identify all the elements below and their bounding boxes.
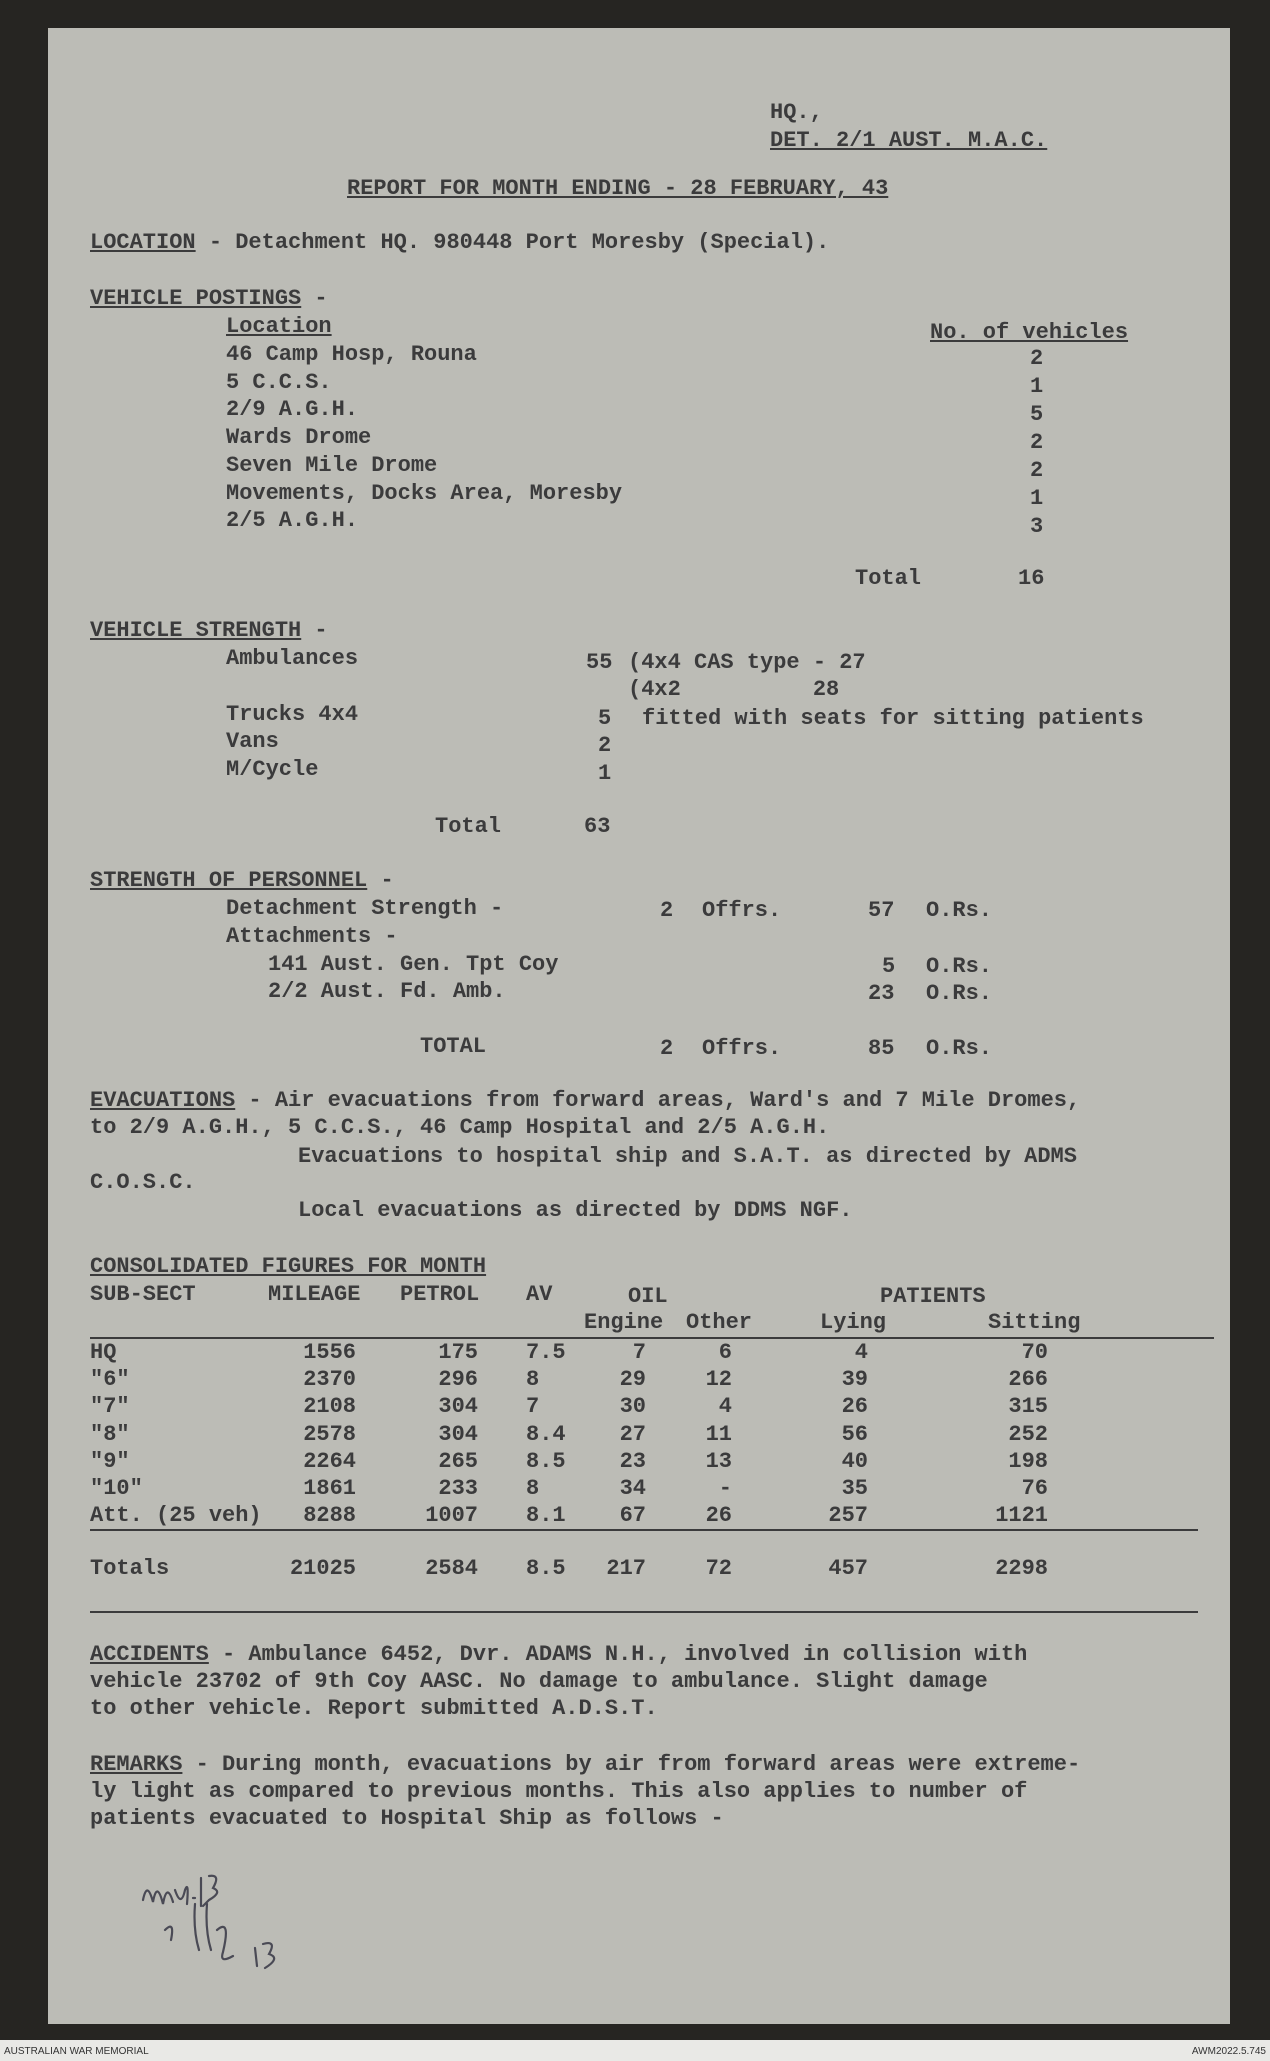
evacuations-label: EVACUATIONS [90, 1088, 236, 1113]
posting-location: 46 Camp Hosp, Rouna [226, 342, 477, 367]
cell-petrol: 304 [438, 1394, 478, 1419]
col-engine: Engine [584, 1310, 664, 1335]
evacuations-line-4: C.O.S.C. [90, 1170, 196, 1195]
cell-sitting: 266 [1008, 1367, 1048, 1392]
cell-sitting: 70 [1021, 1340, 1048, 1365]
trucks-label: Trucks 4x4 [226, 702, 359, 727]
cell-mileage: 1861 [303, 1476, 356, 1501]
attachment-1-ors: 5 [882, 954, 896, 979]
personnel-heading-text: STRENGTH OF PERSONNEL [90, 868, 368, 893]
cell-av: 8 [526, 1476, 540, 1501]
evacuations-line-3: Evacuations to hospital ship and S.A.T. as directed by ADMS [298, 1144, 1077, 1169]
cell-engine: 67 [619, 1503, 646, 1528]
cell-other: 26 [705, 1503, 732, 1528]
cell-lying: 40 [841, 1449, 868, 1474]
totals-other: 72 [705, 1556, 732, 1581]
posting-count: 1 [1030, 486, 1044, 511]
totals-lying: 457 [828, 1556, 868, 1581]
postings-heading-text: VEHICLE POSTINGS [90, 286, 302, 311]
strength-total-value: 63 [584, 814, 611, 839]
personnel-total-offrs: 2 [660, 1036, 674, 1061]
posting-location: Movements, Docks Area, Moresby [226, 481, 623, 506]
cell-mileage: 2264 [303, 1449, 356, 1474]
evacuations-line-2: to 2/9 A.G.H., 5 C.C.S., 46 Camp Hospital and 2/5 A.G.H. [90, 1115, 830, 1140]
personnel-total-ors: 85 [868, 1036, 895, 1061]
ambulances-label: Ambulances [226, 646, 359, 671]
cell-petrol: 304 [438, 1422, 478, 1447]
cell-mileage: 8288 [303, 1503, 356, 1528]
cell-av: 8.4 [526, 1422, 566, 1447]
posting-location: Wards Drome [226, 425, 372, 450]
cell-subsect: Att. (25 veh) [90, 1503, 262, 1528]
col-sitting: Sitting [988, 1310, 1081, 1335]
det-ors: 57 [868, 898, 895, 923]
handwritten-initials [135, 1860, 305, 1980]
attachment-2-ors-word: O.Rs. [926, 981, 993, 1006]
cell-sitting: 252 [1008, 1422, 1048, 1447]
accidents-line-2: vehicle 23702 of 9th Coy AASC. No damage to ambulance. Slight damage [90, 1669, 988, 1694]
cell-subsect: HQ [90, 1340, 117, 1365]
col-lying: Lying [820, 1310, 887, 1335]
cell-mileage: 1556 [303, 1340, 356, 1365]
posting-count: 3 [1030, 514, 1044, 539]
cell-lying: 35 [841, 1476, 868, 1501]
col-av: AV [526, 1282, 553, 1307]
remarks-label: REMARKS [90, 1752, 183, 1777]
cell-av: 8.1 [526, 1503, 566, 1528]
attachments-label: Attachments - [226, 924, 398, 949]
cell-engine: 27 [619, 1422, 646, 1447]
det-offrs: 2 [660, 898, 674, 923]
col-subsect: SUB-SECT [90, 1282, 196, 1307]
totals-av: 8.5 [526, 1556, 566, 1581]
location-line [90, 232, 829, 254]
evacuations-line-5: Local evacuations as directed by DDMS NGF. [298, 1198, 853, 1223]
cell-engine: 29 [619, 1367, 646, 1392]
cell-other: 4 [718, 1394, 732, 1419]
cell-other: 12 [705, 1367, 732, 1392]
attachment-1-ors-word: O.Rs. [926, 954, 993, 979]
totals-sitting: 2298 [995, 1556, 1048, 1581]
vans-value: 2 [598, 733, 612, 758]
mcycle-value: 1 [598, 761, 612, 786]
strength-heading [90, 620, 328, 642]
cell-engine: 30 [619, 1394, 646, 1419]
cell-lying: 56 [841, 1422, 868, 1447]
header-unit: DET. 2/1 AUST. M.A.C. [770, 128, 1048, 153]
posting-count: 1 [1030, 374, 1044, 399]
trucks-value: 5 [598, 706, 612, 731]
cell-other: 11 [705, 1422, 732, 1447]
accidents-label: ACCIDENTS [90, 1642, 209, 1667]
postings-total-label: Total [855, 566, 922, 591]
accidents-line-1 [90, 1644, 1027, 1666]
det-offrs-word: Offrs. [702, 898, 782, 923]
postings-heading-dash: - [301, 286, 328, 311]
posting-count: 2 [1030, 458, 1044, 483]
accidents-line-3: to other vehicle. Report submitted A.D.S.T. [90, 1696, 658, 1721]
accidents-text-1: - Ambulance 6452, Dvr. ADAMS N.H., involved in collision with [208, 1642, 1028, 1667]
cell-lying: 39 [841, 1367, 868, 1392]
ambulances-value: 55 [586, 650, 613, 675]
posting-location: 5 C.C.S. [226, 370, 332, 395]
cell-petrol: 175 [438, 1340, 478, 1365]
col-oil: OIL [628, 1284, 668, 1309]
location-label: LOCATION [90, 230, 196, 255]
cell-mileage: 2578 [303, 1422, 356, 1447]
remarks-line-3: patients evacuated to Hospital Ship as follows - [90, 1806, 724, 1831]
cell-av: 8 [526, 1367, 540, 1392]
strength-total-label: Total [435, 814, 502, 839]
cell-sitting: 315 [1008, 1394, 1048, 1419]
det-strength-label: Detachment Strength - [226, 896, 504, 921]
strength-heading-dash: - [301, 618, 328, 643]
cell-engine: 7 [632, 1340, 646, 1365]
trucks-note: fitted with seats for sitting patients [642, 706, 1144, 731]
posting-count: 5 [1030, 402, 1044, 427]
cell-petrol: 1007 [425, 1503, 478, 1528]
cell-mileage: 2370 [303, 1367, 356, 1392]
cell-engine: 34 [619, 1476, 646, 1501]
posting-count: 2 [1030, 430, 1044, 455]
footer-source: AUSTRALIAN WAR MEMORIAL [4, 2046, 149, 2057]
col-other: Other [686, 1310, 753, 1335]
posting-location: 2/5 A.G.H. [226, 508, 359, 533]
posting-location: Seven Mile Drome [226, 453, 438, 478]
cell-lying: 4 [854, 1340, 868, 1365]
cell-mileage: 2108 [303, 1394, 356, 1419]
table-att-rule [90, 1529, 1198, 1531]
report-title: REPORT FOR MONTH ENDING - 28 FEBRUARY, 43 [347, 176, 889, 201]
remarks-text-1: - During month, evacuations by air from forward areas were extreme- [182, 1752, 1081, 1777]
posting-location: 2/9 A.G.H. [226, 397, 359, 422]
ambulances-note-2: (4x2 28 [628, 677, 840, 702]
totals-mileage: 21025 [289, 1556, 356, 1581]
strength-heading-text: VEHICLE STRENGTH [90, 618, 302, 643]
attachment-2-ors: 23 [868, 981, 895, 1006]
cell-lying: 26 [841, 1394, 868, 1419]
cell-av: 8.5 [526, 1449, 566, 1474]
evacuations-text-1: - Air evacuations from forward areas, Ward's and 7 Mile Dromes, [235, 1088, 1081, 1113]
personnel-heading [90, 870, 394, 892]
cell-sitting: 198 [1008, 1449, 1048, 1474]
cell-subsect: "10" [90, 1476, 143, 1501]
table-header-rule [90, 1337, 1214, 1339]
cell-other: - [718, 1476, 732, 1501]
remarks-line-1 [90, 1754, 1080, 1776]
remarks-line-2: ly light as compared to previous months. This also applies to number of [90, 1779, 1028, 1804]
cell-av: 7.5 [526, 1340, 566, 1365]
col-patients: PATIENTS [880, 1284, 986, 1309]
cell-petrol: 296 [438, 1367, 478, 1392]
cell-sitting: 76 [1021, 1476, 1048, 1501]
vans-label: Vans [226, 729, 279, 754]
personnel-total-offrs-word: Offrs. [702, 1036, 782, 1061]
postings-col-vehicles: No. of vehicles [930, 320, 1129, 345]
postings-heading [90, 288, 328, 310]
personnel-heading-dash: - [367, 868, 394, 893]
cell-av: 7 [526, 1394, 540, 1419]
cell-petrol: 265 [438, 1449, 478, 1474]
col-mileage: MILEAGE [268, 1282, 361, 1307]
totals-engine: 217 [606, 1556, 646, 1581]
footer-accession: AWM2022.5.745 [1191, 2046, 1266, 2057]
cell-petrol: 233 [438, 1476, 478, 1501]
postings-total-value: 16 [1018, 566, 1045, 591]
totals-label: Totals [90, 1556, 170, 1581]
totals-petrol: 2584 [425, 1556, 478, 1581]
cell-lying: 257 [828, 1503, 868, 1528]
postings-col-location: Location [226, 314, 332, 339]
personnel-total-ors-word: O.Rs. [926, 1036, 993, 1061]
mcycle-label: M/Cycle [226, 757, 319, 782]
location-text: - Detachment HQ. 980448 Port Moresby (Special). [195, 230, 830, 255]
consolidated-heading: CONSOLIDATED FIGURES FOR MONTH [90, 1254, 487, 1279]
cell-other: 13 [705, 1449, 732, 1474]
ambulances-note-1: (4x4 CAS type - 27 [628, 650, 866, 675]
posting-count: 2 [1030, 346, 1044, 371]
det-ors-word: O.Rs. [926, 898, 993, 923]
cell-subsect: "9" [90, 1449, 130, 1474]
cell-subsect: "6" [90, 1367, 130, 1392]
cell-subsect: "7" [90, 1394, 130, 1419]
col-petrol: PETROL [400, 1282, 480, 1307]
cell-subsect: "8" [90, 1422, 130, 1447]
attachment-2-label: 2/2 Aust. Fd. Amb. [268, 979, 506, 1004]
evacuations-line-1 [90, 1090, 1080, 1112]
attachment-1-label: 141 Aust. Gen. Tpt Coy [268, 952, 559, 977]
personnel-total-label: TOTAL [420, 1034, 487, 1059]
header-hq: HQ., [770, 100, 823, 125]
cell-other: 6 [718, 1340, 732, 1365]
cell-engine: 23 [619, 1449, 646, 1474]
cell-sitting: 1121 [995, 1503, 1048, 1528]
table-totals-rule [90, 1611, 1198, 1613]
